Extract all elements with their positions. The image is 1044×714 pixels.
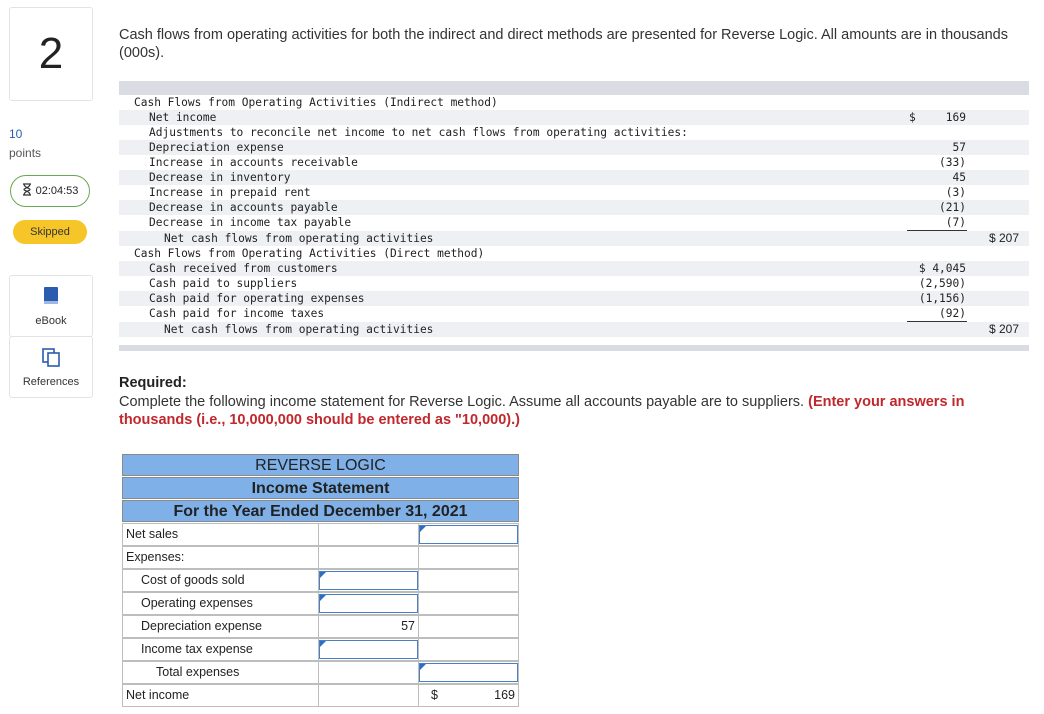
ebook-label: eBook <box>35 314 67 327</box>
tax-label: Income tax expense <box>122 638 319 661</box>
cf-top-bar <box>119 81 1029 95</box>
is-row-depreciation <box>122 615 519 638</box>
cf-bottom-bar <box>119 345 1029 351</box>
empty-cell <box>418 638 519 661</box>
points-value: 10 <box>9 127 23 141</box>
dep-value: 57 <box>318 615 419 638</box>
timer-text: 02:04:53 <box>35 185 79 197</box>
cf-row: Net income $ 169 <box>119 110 1029 125</box>
cash-flow-statement <box>119 81 1029 351</box>
empty-cell <box>418 569 519 592</box>
input-marker-icon <box>420 526 426 532</box>
cf-row: Cash received from customers $ 4,045 <box>119 261 1029 276</box>
tax-input[interactable] <box>319 640 418 659</box>
net-income-dollar: $ <box>431 688 438 702</box>
net-income-value: 169 <box>494 688 515 702</box>
cell <box>318 638 419 661</box>
cf-row: Cash Flows from Operating Activities (Direct method) <box>134 247 485 260</box>
is-row-expenses <box>122 546 519 569</box>
cf-row: Increase in accounts receivable (33) <box>149 156 966 169</box>
input-marker-icon <box>320 595 326 601</box>
empty-cell <box>318 684 419 707</box>
empty-cell <box>418 546 519 569</box>
points-label: points <box>9 146 42 160</box>
is-title: Income Statement <box>122 477 519 499</box>
cogs-input[interactable] <box>319 571 418 590</box>
cf-row: Decrease in inventory 45 <box>119 170 1029 185</box>
income-statement <box>122 454 519 708</box>
empty-cell <box>318 523 419 546</box>
required-note: (Enter your answers in thousands (i.e., 10,000,000 should be entered as "10,000).) <box>119 394 965 428</box>
question-number: 2 <box>38 29 64 78</box>
question-number-box <box>9 7 93 101</box>
cf-row: Cash Flows from Operating Activities (Indirect method) <box>134 96 498 109</box>
cf-row: Net cash flows from operating activities $ 207 <box>119 231 1029 246</box>
required-instruction: Complete the following income statement for Reverse Logic. Assume all accounts payable are to suppliers. <box>119 394 805 410</box>
documents-icon <box>41 347 61 370</box>
ebook-button[interactable] <box>9 275 93 337</box>
references-button[interactable] <box>9 336 93 398</box>
input-marker-icon <box>320 572 326 578</box>
cf-row: Decrease in accounts payable (21) <box>119 200 1029 215</box>
empty-cell <box>418 615 519 638</box>
is-row-total <box>122 661 519 684</box>
cf-row: Net cash flows from operating activities $ 207 <box>119 322 1029 337</box>
cell <box>418 523 519 546</box>
is-row-net-sales <box>122 523 519 546</box>
cell <box>318 592 419 615</box>
cf-row: Cash paid to suppliers (2,590) <box>149 277 966 290</box>
empty-cell <box>318 661 419 684</box>
status-badge: Skipped <box>13 220 87 244</box>
dep-label: Depreciation expense <box>122 615 319 638</box>
is-row-net-income <box>122 684 519 707</box>
cf-row: Depreciation expense 57 <box>119 140 1029 155</box>
net-income-cell <box>418 684 519 707</box>
references-label: References <box>22 375 80 388</box>
input-marker-icon <box>320 641 326 647</box>
cf-row: Cash paid for income taxes (92) <box>149 307 966 320</box>
empty-cell <box>318 546 419 569</box>
cf-row: Adjustments to reconcile net income to net cash flows from operating activities: <box>149 126 688 139</box>
required-text <box>119 393 1034 429</box>
cf-row: Cash paid for operating expenses (1,156) <box>119 291 1029 306</box>
is-row-opex <box>122 592 519 615</box>
net-sales-label: Net sales <box>122 523 319 546</box>
is-period: For the Year Ended December 31, 2021 <box>122 500 519 522</box>
empty-cell <box>418 592 519 615</box>
opex-label: Operating expenses <box>122 592 319 615</box>
is-company: REVERSE LOGIC <box>122 454 519 476</box>
cf-row: Decrease in income tax payable (7) <box>149 216 966 229</box>
is-row-cogs <box>122 569 519 592</box>
question-intro: Cash flows from operating activities for both the indirect and direct methods are presented for Reverse Logic. All amounts are in thousands (000s). <box>119 27 1008 61</box>
total-label: Total expenses <box>122 661 319 684</box>
total-expenses-input[interactable] <box>419 663 518 682</box>
input-marker-icon <box>420 664 426 670</box>
net-income-label: Net income <box>122 684 319 707</box>
expenses-label: Expenses: <box>122 546 319 569</box>
cogs-label: Cost of goods sold <box>122 569 319 592</box>
hourglass-icon <box>22 183 32 199</box>
opex-input[interactable] <box>319 594 418 613</box>
is-row-tax <box>122 638 519 661</box>
cell <box>318 569 419 592</box>
cf-row: Increase in prepaid rent (3) <box>149 186 966 199</box>
required-heading: Required: <box>119 375 187 391</box>
net-sales-input[interactable] <box>419 525 518 544</box>
cell <box>418 661 519 684</box>
timer-badge[interactable] <box>10 175 90 207</box>
book-icon <box>42 286 60 309</box>
